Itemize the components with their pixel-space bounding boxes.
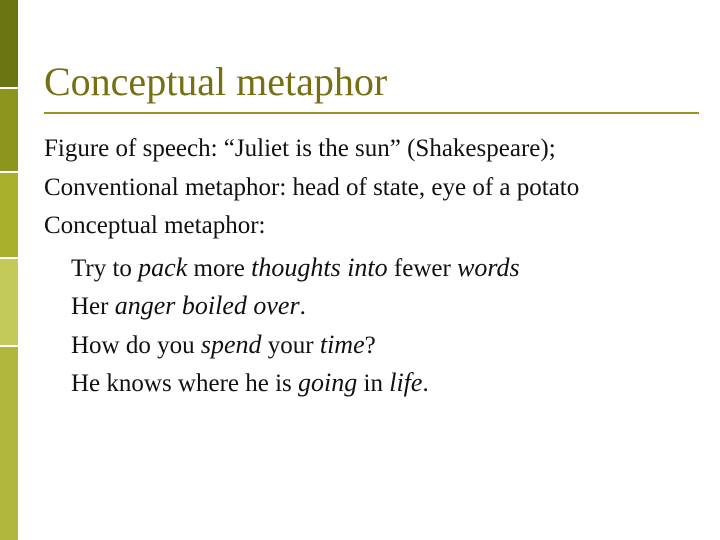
example-metaphor: spend [200, 329, 262, 359]
sidebar-divider [0, 87, 18, 89]
example-metaphor: pack [138, 252, 188, 282]
example-metaphor: thoughts into [251, 252, 388, 282]
example-text: How do you [71, 331, 201, 359]
sidebar-segment [0, 258, 18, 346]
example-pack-thoughts [44, 249, 704, 288]
example-text: ? [364, 331, 376, 359]
example-metaphor: life [389, 368, 423, 397]
example-text: Try to [71, 254, 139, 282]
example-spend-time [44, 326, 704, 365]
bullet-conventional-metaphor: Conventional metaphor: head of state, eye of a potato [44, 173, 580, 201]
example-text: . [299, 293, 306, 320]
title-underline [44, 112, 699, 114]
example-metaphor: anger boiled over [114, 291, 300, 320]
slide-title: Conceptual metaphor [44, 59, 388, 104]
example-text: more [187, 254, 252, 282]
example-text: . [422, 370, 429, 397]
sidebar-segment [0, 88, 18, 172]
example-text: in [357, 370, 390, 397]
sidebar-divider [0, 345, 18, 347]
example-text: Her [71, 293, 115, 320]
sidebar-segment [0, 172, 18, 258]
sidebar-divider [0, 171, 18, 173]
example-anger-boiled [44, 287, 704, 326]
slide-body [44, 130, 704, 403]
sidebar-divider [0, 257, 18, 259]
example-going-in-life [44, 364, 704, 403]
example-text: your [261, 331, 320, 359]
sidebar-segment [0, 346, 18, 540]
example-text: fewer [387, 254, 458, 282]
bullet-conceptual-metaphor: Conceptual metaphor: [44, 212, 266, 239]
bullet-figure-of-speech: Figure of speech: “Juliet is the sun” (Shakespeare); [44, 135, 556, 162]
example-metaphor: going [298, 368, 358, 397]
example-metaphor: words [457, 252, 520, 282]
sidebar-segment [0, 0, 18, 88]
example-text: He knows where he is [71, 370, 299, 397]
decorative-sidebar [0, 0, 18, 540]
example-metaphor: time [319, 329, 365, 359]
